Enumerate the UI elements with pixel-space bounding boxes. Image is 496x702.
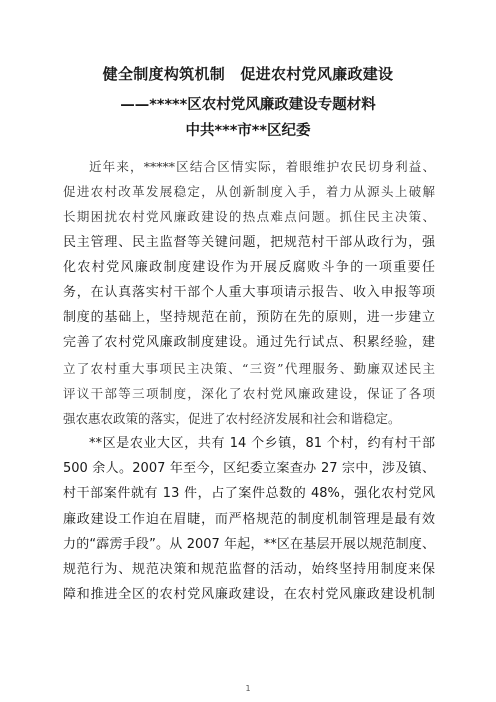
paragraph-line: 长期困扰农村党风廉政建设的热点难点问题。抓住民主决策、 (63, 209, 435, 225)
page-number: 1 (245, 684, 251, 693)
paragraph-line: 促进农村改革发展稳定，从创新制度入手，着力从源头上破解 (63, 184, 435, 200)
paragraph-line: 完善了农村党风廉政制度建设。通过先行试点、积累经验，建 (63, 335, 435, 351)
paragraph-line: 500 余人。2007 年至今，区纪委立案查办 27 宗中，涉及镇、 (63, 461, 435, 477)
paragraph-2 (63, 431, 435, 607)
document-body (63, 154, 435, 607)
paragraph-line: 制度的基础上，坚持规范在前，预防在先的原则，进一步建立 (63, 310, 435, 326)
paragraph-line: 近年来，*****区结合区情实际，着眼维护农民切身利益、 (89, 159, 435, 174)
document-author: 中共***市**区纪委 (185, 123, 311, 139)
paragraph-line: 村干部案件就有 13 件，占了案件总数的 48%，强化农村党风 (63, 486, 435, 502)
paragraph-line: 化农村党风廉政制度建设作为开展反腐败斗争的一项重要任 (63, 259, 435, 275)
paragraph-line: 廉政建设工作迫在眉睫，而严格规范的制度机制管理是最有效 (63, 511, 435, 527)
paragraph-line: 务，在认真落实村干部个人重大事项请示报告、收入申报等项 (63, 284, 435, 300)
document-subtitle: ——*****区农村党风廉政建设专题材料 (120, 97, 376, 113)
paragraph-line: 评议干部等三项制度，深化了农村党风廉政建设，保证了各项 (63, 385, 435, 401)
paragraph-line: 立了农村重大事项民主决策、“三资”代理服务、勤廉双述民主 (63, 360, 435, 376)
paragraph-1 (63, 154, 435, 431)
paragraph-line: 强农惠农政策的落实，促进了农村经济发展和社会和谐稳定。 (63, 410, 401, 426)
paragraph-line: 障和推进全区的农村党风廉政建设，在农村党风廉政建设机制 (63, 587, 435, 603)
paragraph-line: 规范行为、规范决策和规范监督的活动，始终坚持用制度来保 (63, 562, 435, 577)
paragraph-line: 力的“霹雳手段”。从 2007 年起，**区在基层开展以规范制度、 (63, 536, 435, 552)
paragraph-line: 民主管理、民主监督等关键问题，把规范村干部从政行为，强 (63, 234, 435, 250)
document-title: 健全制度构筑机制 促进农村党风廉政建设 (102, 65, 394, 83)
paragraph-line: **区是农业大区，共有 14 个乡镇，81 个村，约有村干部 (89, 436, 435, 452)
